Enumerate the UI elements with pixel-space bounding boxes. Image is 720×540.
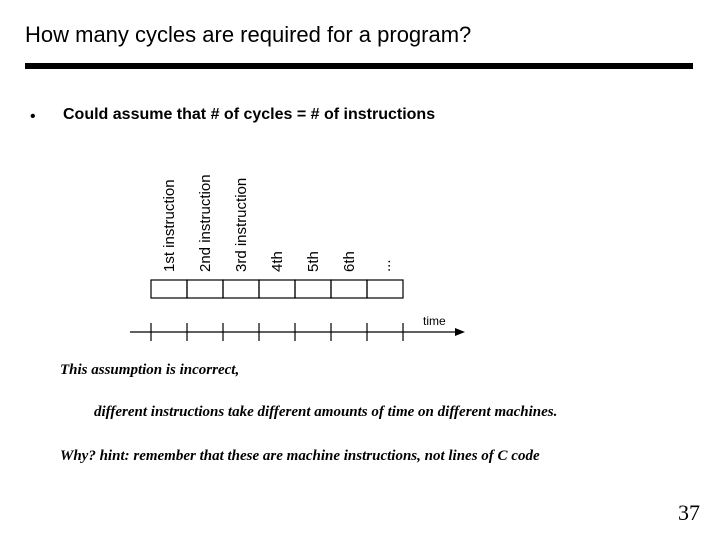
instruction-label: 5th bbox=[305, 251, 322, 272]
assumption-note: This assumption is incorrect, bbox=[60, 362, 240, 378]
instruction-cell bbox=[187, 280, 223, 298]
instruction-cell bbox=[295, 280, 331, 298]
page-number: 37 bbox=[678, 500, 700, 525]
time-axis-arrowhead bbox=[455, 328, 465, 336]
instruction-label: 2nd instruction bbox=[197, 174, 214, 272]
time-axis bbox=[130, 323, 465, 341]
instruction-labels bbox=[161, 174, 394, 272]
bullet-marker: • bbox=[30, 108, 36, 125]
instruction-cell bbox=[223, 280, 259, 298]
instruction-cell bbox=[151, 280, 187, 298]
instruction-cell bbox=[331, 280, 367, 298]
explanation-note: different instructions take different amounts of time on different machines. bbox=[94, 404, 558, 420]
instruction-cell bbox=[367, 280, 403, 298]
instruction-cell bbox=[259, 280, 295, 298]
hint-note: Why? hint: remember that these are machine instructions, not lines of C code bbox=[60, 448, 540, 464]
bullet-text: Could assume that # of cycles = # of instructions bbox=[63, 106, 436, 123]
instruction-label: 6th bbox=[341, 251, 358, 272]
instruction-label: 1st instruction bbox=[161, 179, 178, 272]
slide-title: How many cycles are required for a program? bbox=[25, 22, 472, 47]
instruction-label: ... bbox=[377, 259, 394, 272]
instruction-cells bbox=[151, 280, 403, 298]
instruction-label: 4th bbox=[269, 251, 286, 272]
instruction-label: 3rd instruction bbox=[233, 177, 250, 272]
time-axis-label: time bbox=[423, 314, 446, 328]
